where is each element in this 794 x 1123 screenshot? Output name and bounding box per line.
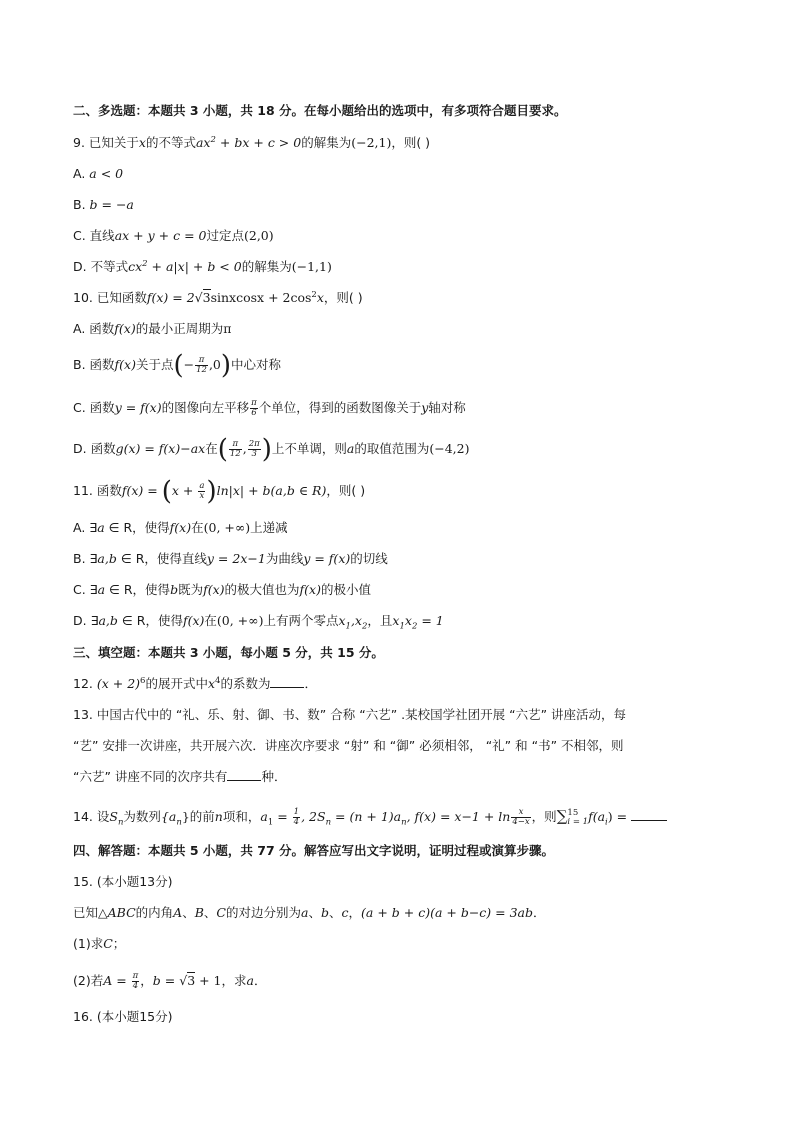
q15-text: ， <box>348 905 362 920</box>
q9-exp: 2 <box>210 134 216 145</box>
option-math: y <box>421 400 429 415</box>
q14-sub: n <box>117 817 124 828</box>
option-math: a,b <box>97 551 117 566</box>
numerator: π <box>229 440 242 450</box>
sqrt-symbol <box>195 289 211 305</box>
option-math: f(x) <box>114 321 136 336</box>
q15-text: ； <box>112 936 126 951</box>
option-text: 上递减 <box>250 520 288 535</box>
q13-text: “艺” 安排一次讲座，共开展六次．讲座次序要求 “射” 和 “御” 必须相邻， “礼” 和 “书” 不相邻，则 <box>73 738 624 753</box>
question-9-option-b <box>73 195 134 215</box>
question-13-line-3 <box>73 767 286 787</box>
subscript: 1 <box>399 621 405 632</box>
question-11-option-a <box>73 518 288 538</box>
q15-text: 、 <box>308 905 321 920</box>
option-text: ∈ R，使得 <box>105 582 171 597</box>
option-text: 过定点 <box>206 228 244 243</box>
q9-text: ，则( ) <box>391 135 431 150</box>
section-heading-fill-blank <box>73 643 384 663</box>
option-math: a <box>97 520 105 535</box>
q9-math: + bx + c > 0 <box>215 135 302 150</box>
q12-text: 12. <box>73 676 97 691</box>
question-9-option-d <box>73 257 332 277</box>
q15-math: A = <box>103 973 131 988</box>
q12-exp: 4 <box>215 675 221 686</box>
math-part: = 1 <box>417 613 444 628</box>
option-math: y = 2x−1 <box>206 551 266 566</box>
numerator: π <box>132 971 139 981</box>
q15-math: b = <box>152 973 180 988</box>
q10-math: sinxcosx + 2cos <box>210 290 312 305</box>
fraction <box>132 972 140 991</box>
right-paren: ) <box>206 476 217 507</box>
option-math: b <box>170 582 179 597</box>
question-16-title <box>73 1007 173 1027</box>
question-15-part-2 <box>73 971 267 991</box>
option-text: B. ∃ <box>73 551 98 566</box>
section-heading-text: 四、解答题：本题共 5 小题，共 77 分。解答应写出文字说明，证明过程或演算步骤。 <box>73 843 555 858</box>
fraction <box>293 808 300 827</box>
left-paren: ( <box>217 434 228 465</box>
option-text: A. ∃ <box>73 520 98 535</box>
section-heading-solutions <box>73 841 554 861</box>
q14-math: {a <box>160 809 177 824</box>
option-text: 的取值范围为 <box>354 441 430 456</box>
radicand: 3 <box>187 973 196 988</box>
q14-sub: i <box>605 817 608 828</box>
option-exp: 2 <box>142 258 148 269</box>
comma: , <box>242 441 247 456</box>
q15-math: A <box>173 905 183 920</box>
question-13-line-2 <box>73 736 624 756</box>
option-math <box>338 613 368 632</box>
question-15-title <box>73 872 173 892</box>
q15-text: 、 <box>203 905 217 920</box>
option-text: 既为 <box>178 582 204 597</box>
q15-text: (2)若 <box>73 973 104 988</box>
option-text: D. 函数 <box>73 441 116 456</box>
question-15-stem <box>73 903 546 923</box>
right-paren: ) <box>220 350 232 381</box>
fraction <box>248 440 261 459</box>
question-10-option-d <box>73 434 470 465</box>
right-paren: ) <box>261 434 272 465</box>
section-heading-text: 二、多选题：本题共 3 小题，共 18 分。在每小题给出的选项中，有多项符合题目要求。 <box>73 103 567 118</box>
question-14 <box>73 806 667 827</box>
q10-math: x <box>316 290 324 305</box>
question-9-stem <box>73 133 430 153</box>
q13-text: 种． <box>261 769 287 784</box>
fraction <box>250 399 258 418</box>
denominator: 6 <box>251 408 257 418</box>
q10-text: ，则( ) <box>323 290 363 305</box>
numerator: 1 <box>293 807 300 817</box>
option-text: C. 直线 <box>73 228 115 243</box>
q14-text: 项和， <box>222 809 261 824</box>
numerator: a <box>199 481 205 491</box>
option-math: ax + y + c = 0 <box>114 228 207 243</box>
summation-limits <box>567 809 588 827</box>
option-text: 为曲线 <box>265 551 304 566</box>
option-math: b = −a <box>89 197 134 212</box>
question-10-stem <box>73 288 363 308</box>
math-part: ,x <box>350 613 362 628</box>
option-math: (0, +∞) <box>203 520 251 535</box>
q14-sub: n <box>401 817 407 828</box>
option-text: 的极大值也为 <box>224 582 300 597</box>
denominator: 3 <box>251 449 257 459</box>
option-math: π <box>223 321 232 336</box>
denominator: 4 <box>293 817 300 827</box>
q15-math: c <box>341 905 349 920</box>
q12-exp: 6 <box>140 675 146 686</box>
left-paren: ( <box>161 476 172 507</box>
q9-var-x: x <box>138 135 146 150</box>
radical-sign: √ <box>179 973 188 988</box>
option-math: f(x) <box>182 613 205 628</box>
q10-math: f(x) = 2 <box>146 290 195 305</box>
q12-math: (x + 2) <box>96 676 141 691</box>
q9-math: ax <box>195 135 211 150</box>
option-text: 的解集为 <box>241 259 292 274</box>
q15-math: (a + b + c)(a + b−c) = 3ab <box>361 905 534 920</box>
subscript: 1 <box>345 621 351 632</box>
question-10-option-c <box>73 398 466 418</box>
q11-math: x + <box>171 483 198 498</box>
q14-math: = (n + 1)a <box>331 809 402 824</box>
q12-text: ． <box>304 676 317 691</box>
q14-text: ，则 <box>531 809 557 824</box>
q15-math: a <box>301 905 309 920</box>
question-9-option-a <box>73 164 123 184</box>
q9-text: 的不等式 <box>145 135 196 150</box>
fraction <box>195 356 208 375</box>
q15-text: ． <box>253 973 267 988</box>
left-paren: ( <box>173 350 184 381</box>
q15-text: (1)求 <box>73 936 104 951</box>
question-11-option-c <box>73 580 371 600</box>
option-math: f(x) <box>299 582 321 597</box>
q14-sub: n <box>325 817 332 828</box>
answer-blank <box>631 808 667 821</box>
q9-inequality <box>196 135 301 150</box>
q15-text: 的内角 <box>135 905 174 920</box>
question-11-stem <box>73 476 366 507</box>
option-math-part: + a|x| + b < 0 <box>147 259 242 274</box>
summation-symbol: ∑ <box>556 807 568 825</box>
option-math: a <box>97 582 106 597</box>
option-math: a,b <box>98 613 118 628</box>
option-text: D. 不等式 <box>73 259 129 274</box>
math-part: x <box>338 613 346 628</box>
option-math: f(x) <box>169 520 192 535</box>
radical-sign: √ <box>194 290 203 305</box>
question-13-line-1 <box>73 705 626 725</box>
q15-text: 的对边分别为 <box>225 905 301 920</box>
option-math: (−4,2) <box>429 441 470 456</box>
option-math: (−1,1) <box>291 259 332 274</box>
question-10-option-b <box>73 350 282 381</box>
option-text: C. ∃ <box>73 582 98 597</box>
numerator: π <box>251 398 257 408</box>
option-text: 的极小值 <box>320 582 371 597</box>
numerator: π <box>195 356 208 366</box>
q14-math: , f(x) = x−1 + ln <box>406 809 511 824</box>
q14-math: S <box>109 809 118 824</box>
q14-sub: n <box>176 817 182 828</box>
option-text: 上不单调，则 <box>271 441 347 456</box>
option-text: 的切线 <box>350 551 388 566</box>
q14-sub: 1 <box>267 817 274 828</box>
option-text: B. 函数 <box>73 357 115 372</box>
option-text: D. ∃ <box>73 613 99 628</box>
q14-math: = <box>273 809 292 824</box>
q12-math: x <box>207 676 216 691</box>
q14-math: } <box>181 809 190 824</box>
section-heading-text: 三、填空题：本题共 3 小题，每小题 5 分，共 15 分。 <box>73 645 384 660</box>
fraction <box>229 440 242 459</box>
lower-limit: i = 1 <box>567 816 589 827</box>
question-11-option-d <box>73 611 444 631</box>
q15-text: ． <box>533 905 546 920</box>
numerator: x <box>511 808 530 818</box>
q15-math: + 1 <box>195 973 222 988</box>
q15-math: C <box>103 936 113 951</box>
subscript: 2 <box>411 621 418 632</box>
option-text: ∈ R，使得 <box>104 520 170 535</box>
denominator: 4−x <box>512 817 530 827</box>
option-text: ，且 <box>367 613 393 628</box>
q11-math: f(x) = <box>121 483 162 498</box>
denominator: 12 <box>196 365 207 375</box>
q14-math: a <box>260 809 268 824</box>
option-text: 的图像向左平移 <box>161 400 250 415</box>
option-text: 上有两个零点 <box>263 613 339 628</box>
q14-math: f(a <box>588 809 606 824</box>
q10-text: 10. 已知函数 <box>73 290 147 305</box>
option-math <box>392 613 444 632</box>
option-math: a <box>346 441 355 456</box>
q12-text: 的展开式中 <box>145 676 208 691</box>
minus-sign: − <box>183 357 195 372</box>
question-9-option-c <box>73 226 274 246</box>
q9-text: 的解集为 <box>301 135 352 150</box>
option-text: 中心对称 <box>231 357 282 372</box>
numerator: 2π <box>248 439 260 449</box>
fraction <box>511 808 530 827</box>
option-math: y = f(x) <box>303 551 351 566</box>
option-text: ∈ R，使得直线 <box>116 551 207 566</box>
option-label: A. <box>73 166 90 181</box>
q15-math: b <box>320 905 329 920</box>
q15-text: ， <box>140 973 153 988</box>
option-math-part: cx <box>128 259 143 274</box>
option-text: 的最小正周期为 <box>135 321 224 336</box>
q11-text: 11. 函数 <box>73 483 122 498</box>
option-text: 在 <box>191 520 204 535</box>
q14-math: , 2S <box>301 809 326 824</box>
q16-title-text: 16. (本小题15分) <box>73 1009 173 1024</box>
option-math: (2,0) <box>243 228 274 243</box>
q15-math: C <box>216 905 226 920</box>
answer-blank <box>270 675 304 688</box>
option-math: y = f(x) <box>114 400 162 415</box>
option-math <box>128 259 242 274</box>
q11-math: ln|x| + b(a,b ∈ R) <box>216 483 327 498</box>
option-text: 在 <box>205 441 218 456</box>
q14-text: 的前 <box>189 809 215 824</box>
denominator: 4 <box>132 981 139 991</box>
question-15-part-1 <box>73 934 125 954</box>
math-part: x <box>392 613 400 628</box>
q15-text: 已知 <box>73 905 99 920</box>
question-12 <box>73 674 317 694</box>
option-math: g(x) = f(x)−ax <box>115 441 206 456</box>
option-text: C. 函数 <box>73 400 115 415</box>
q9-interval: (−2,1) <box>351 135 392 150</box>
math-part: x <box>404 613 412 628</box>
sqrt-symbol <box>179 972 195 988</box>
option-math: (0, +∞) <box>216 613 264 628</box>
option-math: ,0 <box>208 357 221 372</box>
q11-text: ，则( ) <box>326 483 366 498</box>
option-math: f(x) <box>203 582 225 597</box>
question-10-option-a <box>73 319 231 339</box>
q15-text: 、 <box>182 905 195 920</box>
q10-exp: 2 <box>311 289 317 300</box>
option-text: 轴对称 <box>428 400 466 415</box>
option-text: ∈ R，使得 <box>117 613 183 628</box>
answer-blank <box>227 768 261 781</box>
q13-text: 13. 中国古代中的 “礼、乐、射、御、书、数” 合称 “六艺” .某校国学社团开展 “六艺” 讲座活动，每 <box>73 707 627 722</box>
option-text: 个单位，得到的函数图像关于 <box>258 400 422 415</box>
q15-title-text: 15. (本小题13分) <box>73 874 173 889</box>
option-label: B. <box>73 197 90 212</box>
section-heading-multiple-choice <box>73 101 567 121</box>
q15-math: △ABC <box>98 905 136 920</box>
q13-text: “六艺” 讲座不同的次序共有 <box>73 769 228 784</box>
option-math: f(x) <box>114 357 136 372</box>
denominator: 12 <box>229 449 241 459</box>
q15-text: ，求 <box>221 973 247 988</box>
option-math: a < 0 <box>89 166 124 181</box>
q14-text: 14. 设 <box>73 809 110 824</box>
q9-text: 9. 已知关于 <box>73 135 139 150</box>
radicand: 3 <box>202 290 211 305</box>
q14-text: 为数列 <box>123 809 161 824</box>
q15-math: a <box>246 973 254 988</box>
option-text: A. 函数 <box>73 321 115 336</box>
q15-text: 、 <box>328 905 342 920</box>
q14-math: ) = <box>607 809 632 824</box>
q14-math: n <box>214 809 223 824</box>
q15-math: B <box>194 905 204 920</box>
q12-text: 的系数为 <box>220 676 271 691</box>
option-text: 关于点 <box>135 357 174 372</box>
subscript: 2 <box>361 621 368 632</box>
question-11-option-b <box>73 549 388 569</box>
fraction <box>198 482 205 501</box>
option-text: 在 <box>204 613 217 628</box>
upper-limit: 15 <box>567 807 579 818</box>
denominator: x <box>199 491 205 501</box>
